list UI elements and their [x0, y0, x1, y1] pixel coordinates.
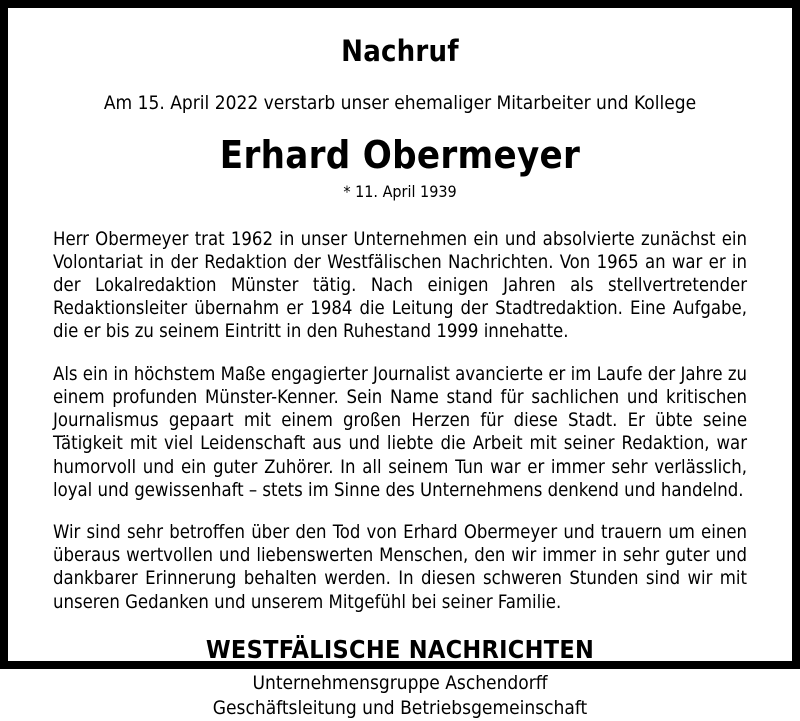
obituary-paragraph: Herr Obermeyer trat 1962 in unser Unternehmen ein und absolvierte zunächst ein Volontariat in der Redaktion der Westfälischen Nachrichten. Von 1965 an war er in der Lokalredaktion Münster tätig. Nach einigen Jahren als stellvertretender Redaktionsleiter übernahm er 1984 die Leitung der Stadtredaktion. Eine Aufgabe, die er bis zu seinem Eintritt in den Ruhestand 1999 innehatte.	[53, 228, 747, 343]
signature-block	[48, 636, 752, 721]
deceased-name: Erhard Obermeyer	[219, 132, 581, 177]
notice-title: Nachruf	[341, 34, 459, 68]
signature-company-name: WESTFÄLISCHE NACHRICHTEN	[205, 634, 595, 664]
birth-date-line: * 11. April 1939	[343, 182, 457, 202]
signature-department: Geschäftsleitung und Betriebsgemeinschaft	[212, 697, 588, 720]
signature-group-name: Unternehmensgruppe Aschendorff	[252, 672, 548, 695]
obituary-paragraph: Wir sind sehr betroffen über den Tod von Erhard Obermeyer und trauern um einen überaus wertvollen und liebenswerten Menschen, den wir immer in sehr guter und dankbarer Erinnerung behalten werden. In diesen schweren Stunden sind wir mit unseren Gedanken und unserem Mitgefühl bei seiner Familie.	[53, 521, 747, 613]
obituary-body	[48, 228, 752, 614]
obituary-header	[48, 36, 752, 228]
obituary-paragraph: Als ein in höchstem Maße engagierter Journalist avancierte er im Laufe der Jahre zu einem profunden Münster-Kenner. Sein Name stand für sachlichen und kritischen Journalismus gepaart mit einem großen Herzen für diese Stadt. Er übte seine Tätigkeit mit viel Leidenschaft aus und liebte die Arbeit mit seiner Redaktion, war humorvoll und ein guter Zuhörer. In all seinem Tun war er immer sehr verlässlich, loyal und gewissenhaft – stets im Sinne des Unternehmens denkend und handelnd.	[53, 363, 747, 501]
death-announcement-line: Am 15. April 2022 verstarb unser ehemaliger Mitarbeiter und Kollege	[103, 91, 697, 114]
